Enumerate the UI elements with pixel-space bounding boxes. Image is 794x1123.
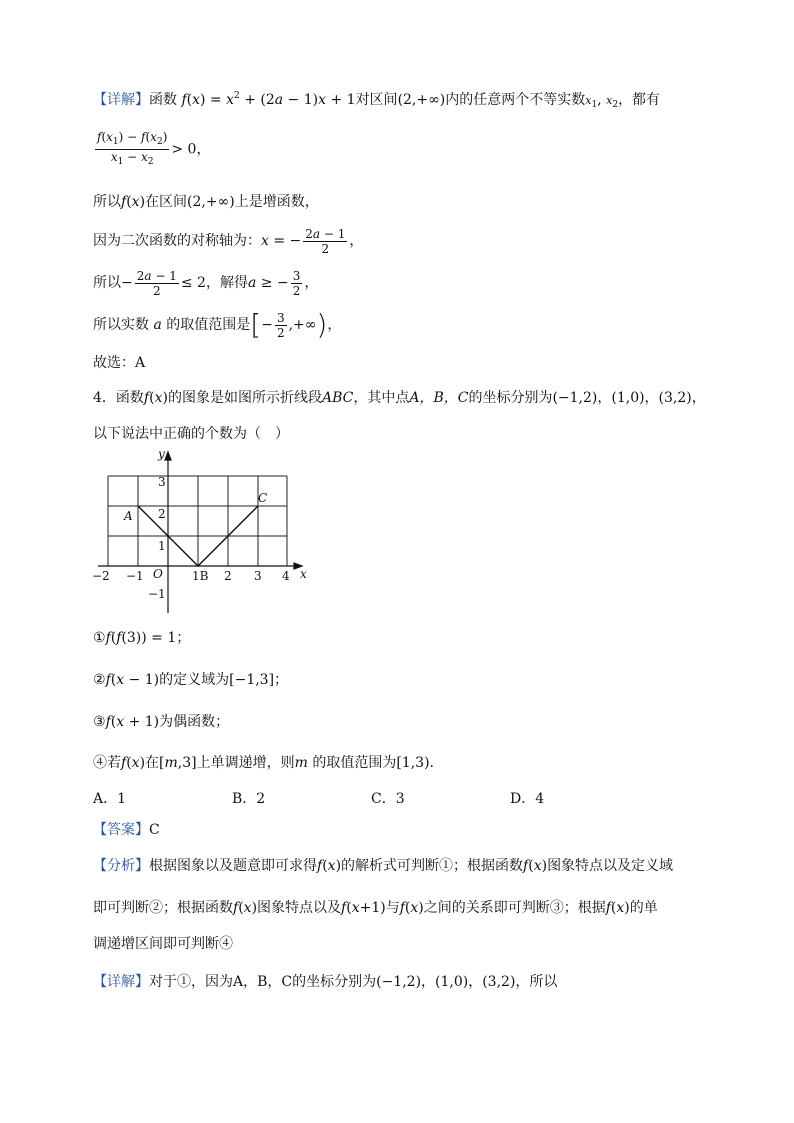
answer-line [93, 820, 160, 840]
text: ③ [93, 714, 106, 730]
statement-2: ②f(x − 1)的定义域为[−1,3]； [93, 672, 289, 688]
text: 的定义域为 [159, 672, 230, 688]
text: 所以 [93, 194, 121, 210]
text: . [429, 755, 434, 771]
text: (−1,2)，(1,0)，(3,2)， [552, 390, 706, 406]
detail-line-1: 【详解】函数 $f(x) = x^2 + (2a - 1)x + 1$对区间(2,+∞)内的任意两个不等实数$x_1$, $x_2$，都有 [93, 91, 661, 110]
text: 对区间 [355, 92, 398, 108]
x-tick: 1B [192, 569, 209, 583]
statement-4: ④若f(x)在[m,3]上单调递增，则m 的取值范围为[1,3). [93, 755, 434, 771]
answer-bracket: 【答案】 [93, 822, 149, 838]
detail-line-4: 因为二次函数的对称轴为：x = − $\frac{2a - 1}{2}$ ， [93, 226, 364, 256]
text: 函数 [149, 92, 177, 108]
text: 的取值范围为 [312, 755, 397, 771]
question-4-line-2 [93, 424, 289, 444]
text: ， [304, 275, 319, 291]
text: ，其中点 [353, 390, 410, 406]
x-label: x [300, 567, 307, 581]
question-4-line-1: 4．函数f(x)的图象是如图所示折线段ABC，其中点A，B，C的坐标分别为(−1,2)，(1,0)，(3,2)， [93, 390, 706, 406]
text: ABC [321, 390, 354, 406]
text: 在 [145, 755, 160, 771]
statement-1: ①f(f(3)) = 1； [93, 630, 191, 646]
detail-line-5: 所以− $\frac{2a - 1}{2}$ ≤ 2，解得a ≥ − $\frac{3}{2}$ ， [93, 268, 319, 298]
text: 的解析式可判断①；根据函数 [341, 858, 524, 874]
text: 的取值范围是 [166, 317, 251, 333]
text: 与 [385, 900, 400, 916]
analysis-bracket: 【分析】 [93, 858, 149, 874]
text: ④若 [93, 755, 121, 771]
point-C-label: C [258, 491, 268, 505]
answer-value: C [149, 822, 160, 838]
option-b[interactable]: B．2 [232, 791, 266, 807]
analysis-line-3 [93, 934, 233, 954]
text: 的图象是如图所示折线段 [167, 390, 322, 406]
math: f [181, 92, 187, 108]
text: 4．函数 [93, 390, 144, 406]
text: 故选：A [93, 355, 146, 371]
x-tick: 2 [224, 569, 232, 583]
grid [108, 476, 287, 566]
option-d[interactable]: D．4 [510, 791, 545, 807]
detail-line-3: 所以f(x)在区间(2,+∞)上是增函数， [93, 194, 319, 210]
text: 内的任意两个不等实数 [445, 92, 586, 108]
y-tick: 3 [158, 475, 166, 489]
option-c[interactable]: C．3 [371, 791, 405, 807]
text: 上是增函数， [234, 194, 319, 210]
option-a[interactable]: A．1 [93, 791, 127, 807]
function-graph [90, 448, 320, 618]
text: ； [176, 630, 191, 646]
text: ② [93, 672, 106, 688]
text: 的单 [629, 900, 658, 916]
text: 对于①，因为A，B，C的坐标分别为(−1,2)，(1,0)，(3,2)，所以 [149, 974, 558, 990]
detail-bracket: 【详解】 [93, 974, 149, 990]
origin-label: O [153, 567, 163, 581]
text: > 0， [171, 141, 211, 158]
statement-3: ③f(x + 1)为偶函数； [93, 714, 230, 730]
text: ① [93, 630, 106, 646]
text: 因为二次函数的对称轴为： [93, 233, 261, 249]
text: 即可判断②；根据函数 [93, 900, 233, 916]
analysis-line-2: 即可判断②；根据函数f(x)图象特点以及f(x+1)与f(x)之间的关系即可判断③；根据f(x)的单 [93, 900, 658, 916]
math-fraction: $\frac{3}{2}$ [292, 268, 301, 298]
math-fraction: $\frac{2a - 1}{2}$ [136, 268, 177, 298]
text: ； [274, 672, 289, 688]
x-tick: 4 [282, 569, 290, 583]
detail-line-6: 所以实数 a 的取值范围是[− $\frac{3}{2}$ ,+∞)， [93, 308, 342, 341]
text: 图象特点以及 [257, 900, 342, 916]
detail-bracket: 【详解】 [93, 92, 149, 108]
point-A-label: A [124, 509, 133, 523]
detail-line-2 [93, 130, 210, 169]
analysis-line-1: 【分析】根据图象以及题意即可求得f(x)的解析式可判断①；根据函数f(x)图象特点以及定义域 [93, 858, 674, 874]
text: 调递增区间即可判断④ [93, 936, 233, 952]
y-tick: 1 [158, 539, 166, 553]
text: 所以 [93, 275, 121, 291]
text: 上单调递增，则 [196, 755, 295, 771]
x-tick: −2 [92, 569, 110, 583]
text: 所以实数 [93, 317, 149, 333]
y-axis-arrow [165, 452, 171, 460]
text: 图象特点以及定义域 [547, 858, 674, 874]
text: 的坐标分别为 [468, 390, 553, 406]
y-label: y [158, 448, 165, 461]
text: 之间的关系即可判断③；根据 [423, 900, 606, 916]
x-tick: 3 [254, 569, 262, 583]
math-fraction: $\frac{3}{2}$ [276, 310, 285, 340]
text: 根据图象以及题意即可求得 [149, 858, 317, 874]
y-tick: 2 [158, 507, 166, 521]
text: 为偶函数； [159, 714, 230, 730]
x-tick: −1 [126, 569, 144, 583]
text: A，B，C [409, 390, 469, 406]
text: 以下说法中正确的个数为（ ） [93, 426, 289, 442]
math-fraction: $\frac{f(x_1) - f(x_2)}{x_1 - x_2}$ [97, 130, 168, 167]
text: 在区间 [145, 194, 188, 210]
math-fraction: $\frac{2a - 1}{2}$ [305, 226, 346, 256]
detail-line-7 [93, 353, 145, 373]
text: ， [327, 317, 342, 333]
detail2-line [93, 972, 557, 992]
text: ，解得 [205, 275, 248, 291]
text: ，都有 [618, 92, 661, 108]
y-tick: −1 [148, 587, 166, 601]
